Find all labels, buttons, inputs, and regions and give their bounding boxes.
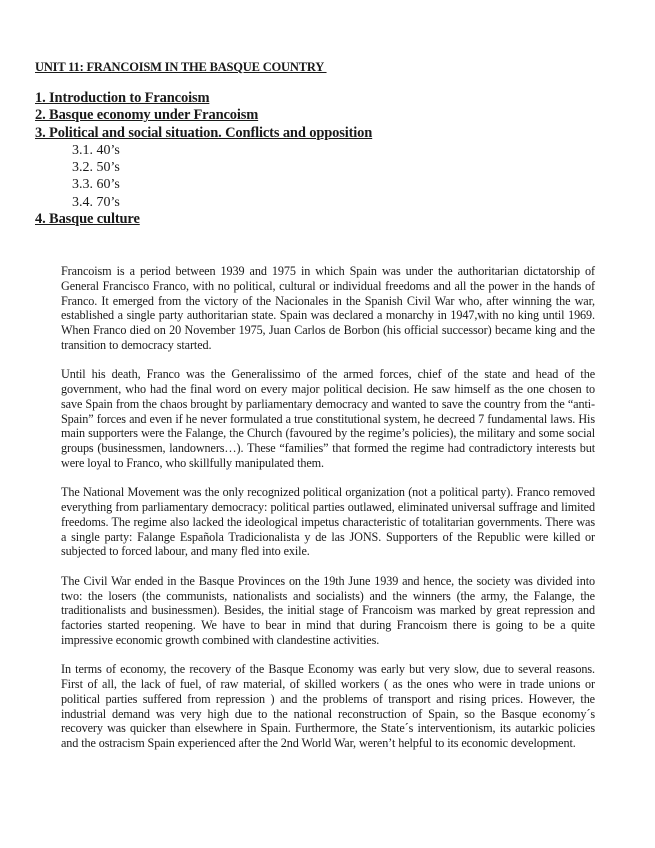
paragraph-civil-war-end: The Civil War ended in the Basque Provinces on the 19th June 1939 and hence, the society was divided into two: the losers (the communists, nationalists and socialists) and the winners (the army, the Falange, the traditionalists and businessmen). Besides, the initial stage of Francoism was marked by great repression and factories started reopening. We have to bear in mind that during Francoism there is going to be a quite impressive economic growth combined with clandestine activities. bbox=[61, 573, 595, 647]
paragraph-franco-power: Until his death, Franco was the Generalissimo of the armed forces, chief of the state and head of the government, who had the final word on every major political decision. He saw himself as the one chosen to save Spain from the chaos brought by parliamentary democracy and wanted to save the country from the “anti-Spain” forces and even if he never formulated a true constitutional system, he decreed 7 fundamental laws. His main supporters were the Falange, the Church (favoured by the regime’s policies), the military and some social groups (businessmen, landowners…). These “families” that formed the regime had contradictory interests but were loyal to Franco, who skillfully manipulated them. bbox=[61, 367, 595, 470]
body-text bbox=[61, 264, 595, 766]
table-of-contents bbox=[35, 90, 372, 228]
toc-subitem-3-1: 3.1. 40’s bbox=[72, 142, 120, 158]
toc-item-1: 1. Introduction to Francoism bbox=[35, 90, 210, 106]
toc-subitem-3-2: 3.2. 50’s bbox=[72, 160, 120, 176]
unit-title: UNIT 11: FRANCOISM IN THE BASQUE COUNTRY bbox=[35, 60, 327, 74]
paragraph-introduction: Francoism is a period between 1939 and 1975 in which Spain was under the authoritarian dictatorship of General Francisco Franco, with no political, cultural or individual freedoms and all the power in the hands of Franco. It emerged from the victory of the Nacionales in the Spanish Civil War who, after winning the war, established a single party authoritarian state. Spain was declared a monarchy in 1947,with no king until 1969. When Franco died on 20 November 1975, Juan Carlos de Borbon (his official successor) became king and the transition to democracy started. bbox=[61, 264, 595, 352]
paragraph-economy: In terms of economy, the recovery of the Basque Economy was early but very slow, due to several reasons. First of all, the lack of fuel, of raw material, of skilled workers ( as the ones who were in trade unions or political parties suffered from repression ) and the problems of transport and rising prices. However, the industrial demand was very high due to the national reconstruction of Spain, so the Basque economy´s recovery was quicker than elsewhere in Spain. Furthermore, the State´s interventionism, its autarkic policies and the ostracism Spain experienced after the 2nd World War, weren’t helpful to its economic development. bbox=[61, 662, 595, 751]
toc-subitem-3-3: 3.3. 60’s bbox=[72, 177, 120, 193]
toc-item-2: 2. Basque economy under Francoism bbox=[35, 107, 259, 124]
toc-subitem-3-4: 3.4. 70’s bbox=[72, 194, 120, 210]
paragraph-national-movement: The National Movement was the only recognized political organization (not a political party). Franco removed everything from parliamentary democracy: political parties outlawed, eliminated universal suffrage and limited freedoms. The regime also lacked the ideological impetus characteristic of totalitarian governments. There was a single party: Falange Española Tradicionalista y de las JONS. Supporters of the Republic were killed or subjected to forced labour, and many fled into exile. bbox=[61, 485, 595, 559]
toc-item-3: 3. Political and social situation. Conflicts and opposition bbox=[35, 124, 373, 141]
toc-item-4: 4. Basque culture bbox=[35, 211, 140, 228]
